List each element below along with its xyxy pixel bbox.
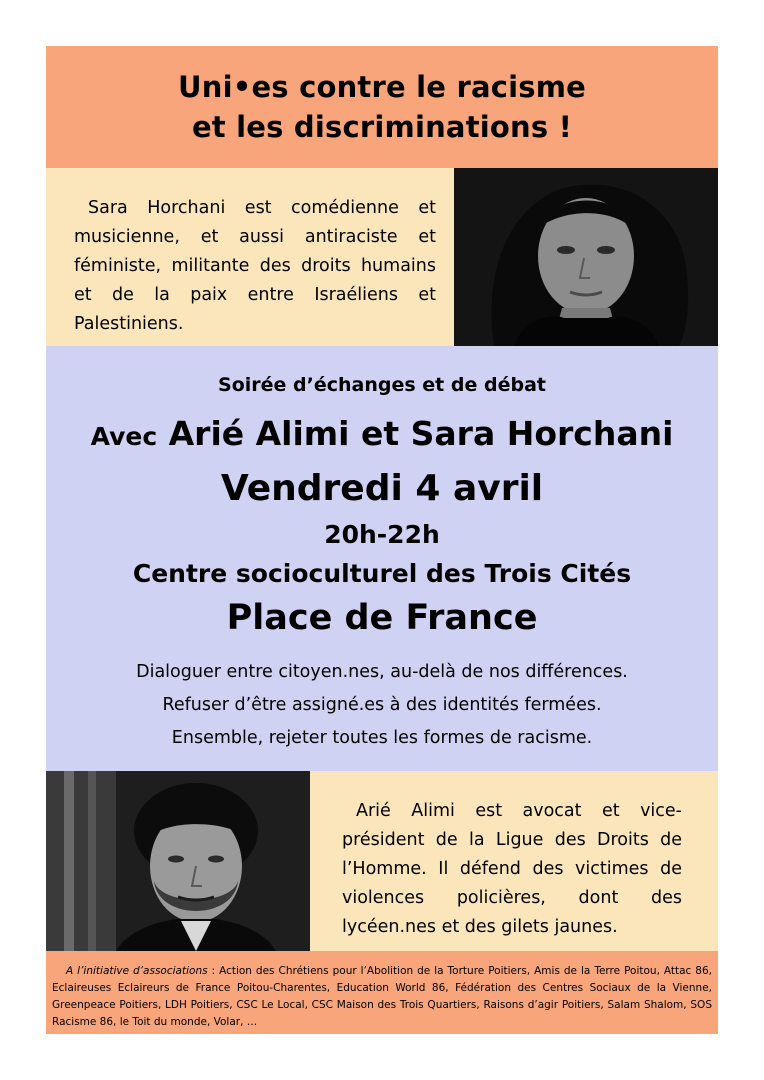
title-line-1: Uni•es contre le racisme [177,70,587,104]
poster-header [46,46,718,168]
event-section [46,346,718,771]
footer-intro: A l’initiative d’associations [66,965,208,977]
portrait-photo-icon [46,771,310,951]
statement-2: Refuser d’être assigné.es à des identités fermées. [162,695,602,715]
sara-bio: Sara Horchani est comédienne et musicienne, et aussi antiraciste et féministe, militante des droits humains et de la paix entre Israéliens et Palestiniens. [74,198,436,334]
avec-prefix: Avec [90,422,158,451]
event-place: Place de France [226,598,538,638]
portrait-photo-icon [454,168,718,346]
event-time: 20h-22h [324,520,440,549]
arie-portrait-photo [46,771,310,951]
event-date: Vendredi 4 avril [220,468,544,509]
statement-3: Ensemble, rejeter toutes les formes de racisme. [171,728,593,748]
statement-1: Dialoguer entre citoyen.nes, au-delà de nos différences. [136,662,628,682]
footer-organizers [46,951,718,1034]
event-speakers: Arié Alimi et Sara Horchani [168,414,674,453]
event-speakers-line [46,412,718,459]
arie-section [46,771,718,951]
sara-portrait-photo [454,168,718,346]
event-statements [46,656,718,755]
footer-text [52,963,712,1031]
sara-section [46,168,718,346]
poster [46,46,718,1034]
event-subtitle: Soirée d’échanges et de débat [218,374,546,396]
title-line-2: et les discriminations ! [191,110,573,144]
event-venue: Centre socioculturel des Trois Cités [132,559,632,588]
footer-organizations: : Action des Chrétiens pour l’Abolition de la Torture Poitiers, Amis de la Terre Poitou, Attac 86, Eclaireuses Eclaireurs de France Poitou-Charentes, Education World 86, Fédération des Centres Sociaux de la Vienne, Greenpeace Poitiers, LDH Poitiers, CSC Le Local, CSC Maison des Trois Quartiers, Raisons d’agir Poitiers, Salam Shalom, SOS Racisme 86, le Toit du monde, Volar, … [52,965,712,1028]
arie-bio: Arié Alimi est avocat et vice-président de la Ligue des Droits de l’Homme. Il défend des victimes de violences policières, dont des lycéen.nes et des gilets jaunes. [342,801,682,937]
